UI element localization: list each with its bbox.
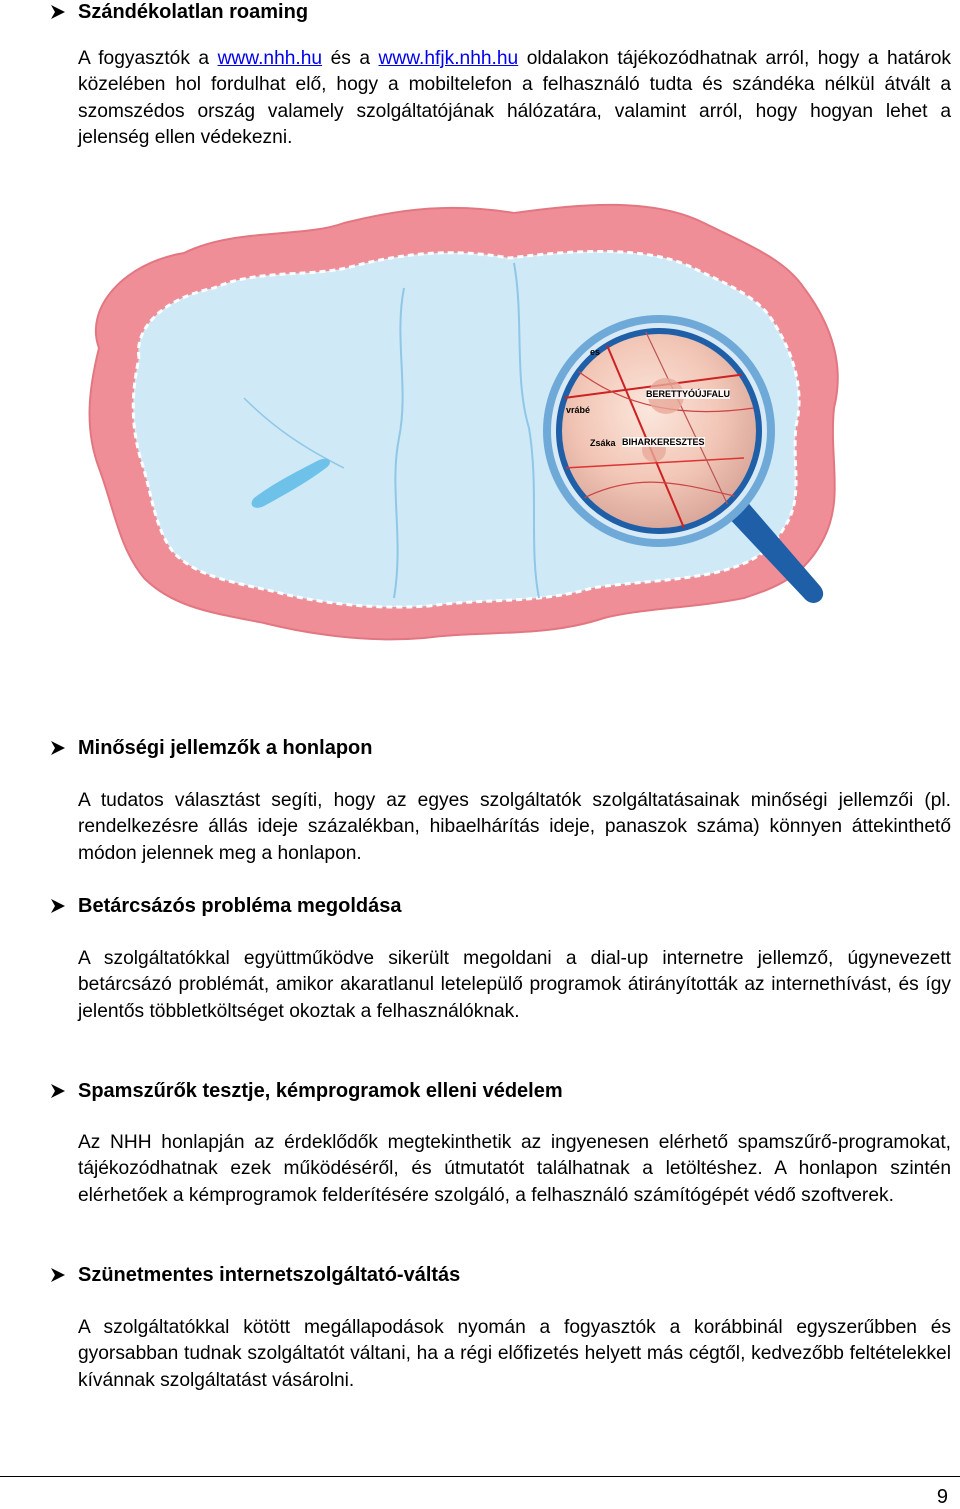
arrow-bullet-icon bbox=[50, 4, 66, 20]
section-title: Betárcsázós probléma megoldása bbox=[78, 895, 402, 917]
map-label: es bbox=[590, 347, 601, 357]
section-title: Szándékolatlan roaming bbox=[78, 1, 309, 23]
paragraph-spam: Az NHH honlapján az érdeklődők megtekinthetik az ingyenesen elérhető spamszűrő-programokat, tájékozódhatnak ezek működéséről, és útmutatót találhatnak a letöltéshez. A honlapon szintén elérhetőek a kémprogramok felderítésére szolgáló, a felhasználó számítógépét védő szoftverek. bbox=[78, 1132, 951, 1206]
hungary-map-illustration bbox=[44, 168, 934, 698]
link-hfjk[interactable]: www.hfjk.nhh.hu bbox=[378, 48, 519, 69]
paragraph-quality: A tudatos választást segíti, hogy az egyes szolgáltatók szolgáltatásainak minőségi jellemzői (pl. rendelkezésre állás ideje százalékban, hibaelhárítás ideje, panaszok száma) könnyen áttekinthető módon jelennek meg a honlapon. bbox=[78, 790, 951, 864]
map-label: vrábé bbox=[566, 405, 591, 415]
arrow-bullet-icon bbox=[50, 1083, 66, 1099]
arrow-bullet-icon bbox=[50, 1267, 66, 1283]
arrow-bullet-icon bbox=[50, 740, 66, 756]
section-heading-dialer bbox=[50, 894, 401, 918]
page-number: 9 bbox=[936, 1486, 948, 1508]
map-label: BIHARKERESZTES bbox=[622, 437, 705, 447]
paragraph-roaming bbox=[78, 46, 951, 152]
arrow-bullet-icon bbox=[50, 898, 66, 914]
section-heading-quality bbox=[50, 736, 372, 760]
paragraph-switch: A szolgáltatókkal kötött megállapodások nyomán a fogyasztók a korábbinál egyszerűbben és gyorsabban tudnak szolgáltatót váltani, ha a régi előfizetés helyett más cégtől, kedvezőbb feltételekkel kívánnak szolgáltatást vásárolni. bbox=[78, 1317, 951, 1391]
section-heading-switch bbox=[50, 1263, 460, 1287]
map-label: Zsáka bbox=[590, 438, 616, 448]
paragraph-text: oldalakon tájékozódhatnak arról, hogy a határok közelében hol fordulhat elő, hogy a mobiltelefon a felhasználó tudta és szándéka nélkül átvált a szomszédos ország valamely szolgáltatójának hálózatára, valamint arról, hogy hogyan lehet a jelenség ellen védekezni. bbox=[78, 48, 951, 149]
paragraph-text: A fogyasztók a bbox=[78, 48, 218, 69]
section-title: Minőségi jellemzők a honlapon bbox=[78, 737, 373, 759]
map-label: BERETTYÓÚJFALU bbox=[646, 389, 731, 399]
paragraph-dialer: A szolgáltatókkal együttműködve sikerült megoldani a dial-up internetre jellemző, úgynevezett betárcsázó problémát, amikor akaratlanul letelepülő programok átirányították az internethívást, és így jelentős többletköltséget okoztak a felhasználóknak. bbox=[78, 948, 951, 1022]
section-title: Szünetmentes internetszolgáltató-váltás bbox=[78, 1264, 461, 1286]
link-nhh[interactable]: www.nhh.hu bbox=[217, 48, 323, 69]
section-heading-spam bbox=[50, 1079, 563, 1103]
paragraph-text: és a bbox=[322, 48, 379, 69]
section-heading-roaming bbox=[50, 0, 308, 24]
section-title: Spamszűrők tesztje, kémprogramok elleni védelem bbox=[78, 1080, 563, 1102]
footer-divider bbox=[0, 1476, 960, 1477]
